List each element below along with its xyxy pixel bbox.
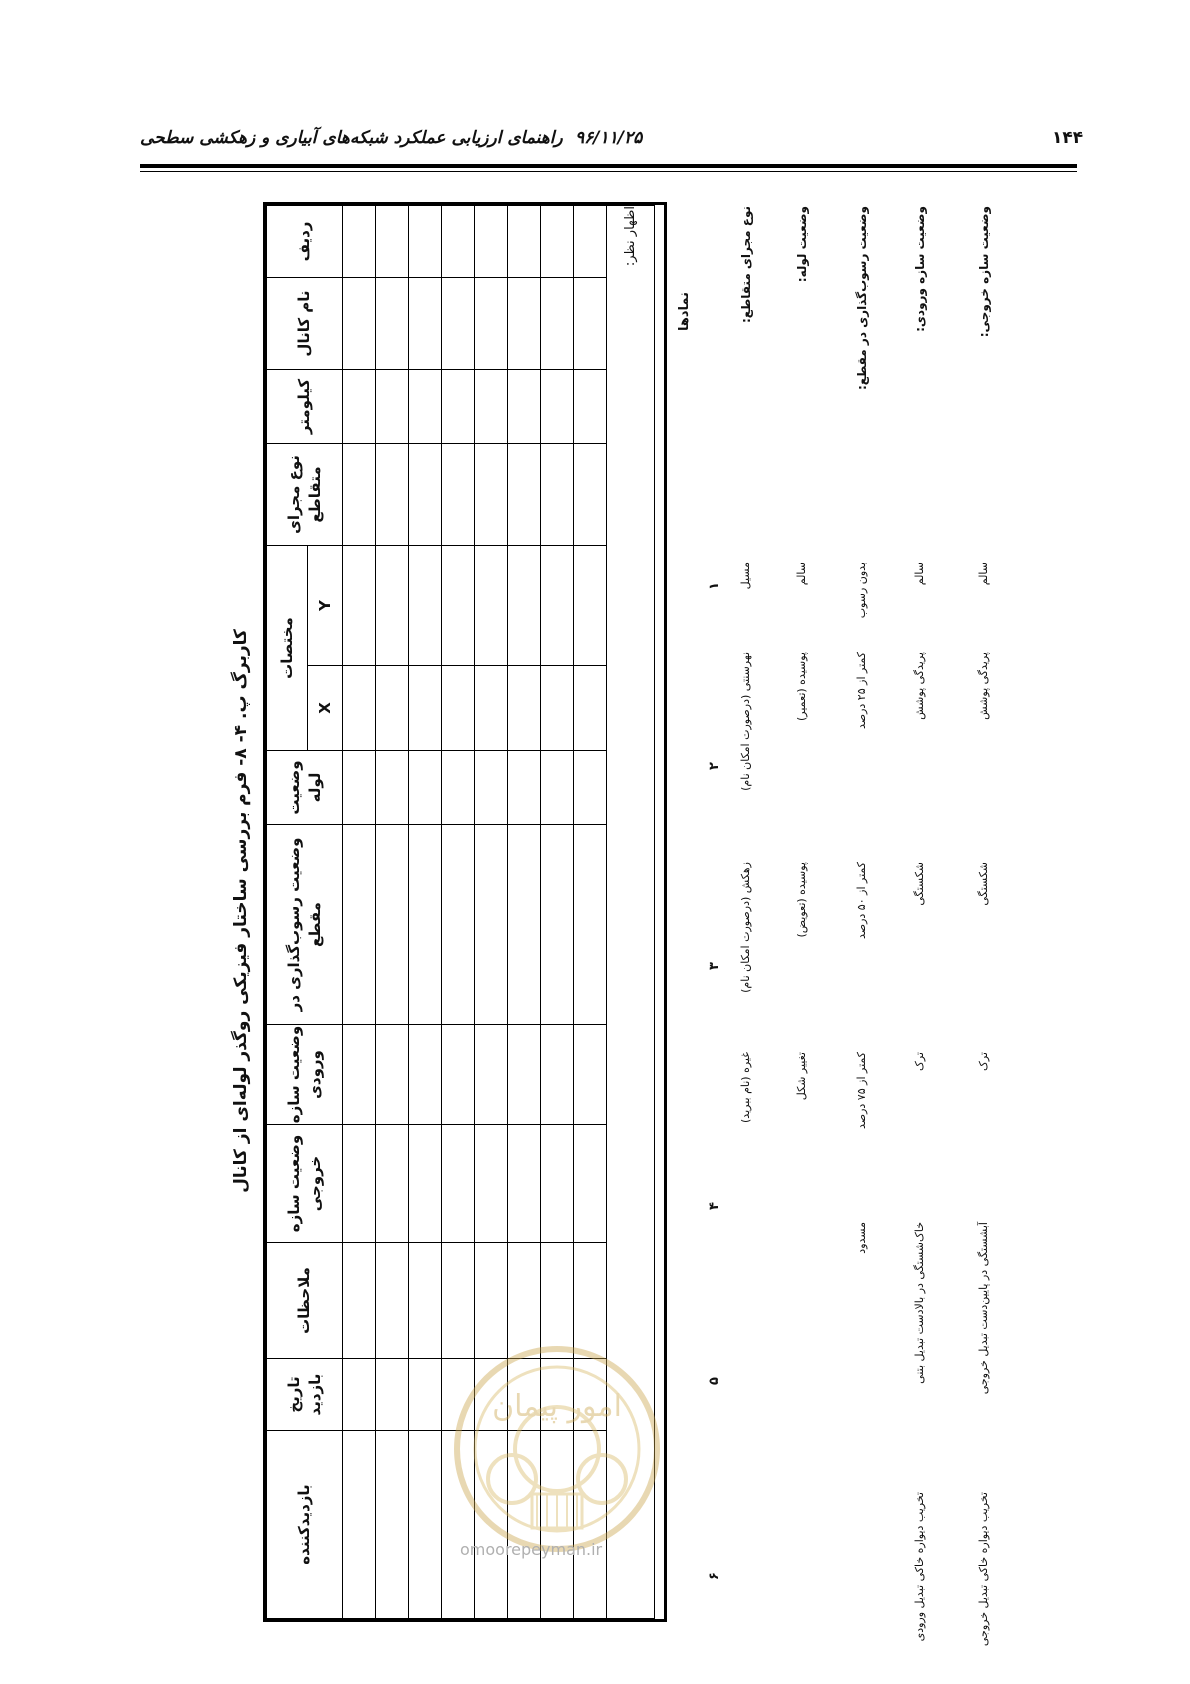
legend-cell: پوسیده (تعویض) [795, 862, 808, 938]
watermark-logo-text: امور پیمان [492, 1389, 622, 1424]
watermark-logo [452, 1344, 662, 1554]
table-cell[interactable] [376, 1359, 409, 1431]
table-cell[interactable] [343, 751, 376, 825]
legend-number: ۴ [707, 1202, 722, 1210]
table-cell[interactable] [541, 751, 574, 825]
table-cell[interactable] [442, 1125, 475, 1243]
table-cell[interactable] [475, 546, 508, 666]
legend-cell: کمتر از ۵۰ درصد [855, 862, 868, 940]
table-cell[interactable] [409, 751, 442, 825]
legend-cell: تخریب دیواره خاکی تبدیل خروجی [977, 1492, 990, 1647]
table-cell[interactable] [409, 444, 442, 546]
table-cell[interactable] [475, 751, 508, 825]
table-cell[interactable] [541, 1125, 574, 1243]
table-cell[interactable] [508, 1125, 541, 1243]
table-cell[interactable] [343, 825, 376, 1025]
table-cell[interactable] [541, 278, 574, 370]
col-sedimentation: وضعیت رسوب‌گذاری در مقطع [267, 825, 343, 1025]
table-cell[interactable] [508, 370, 541, 444]
table-cell[interactable] [442, 825, 475, 1025]
legend-cell: سالم [795, 562, 808, 586]
col-remarks: ملاحظات [267, 1243, 343, 1359]
table-cell[interactable] [343, 1025, 376, 1125]
legend-row-label: نوع مجرای متقاطع: [739, 206, 753, 324]
legend-number: ۱ [707, 582, 722, 590]
legend-cell: تغییر شکل [795, 1052, 808, 1101]
table-cell[interactable] [508, 546, 541, 666]
table-cell[interactable] [541, 1243, 574, 1359]
table-cell[interactable] [343, 1243, 376, 1359]
table-cell[interactable] [376, 278, 409, 370]
table-cell[interactable] [376, 1125, 409, 1243]
legend-row-label: وضعیت رسوب‌گذاری در مقطع: [855, 206, 869, 391]
table-cell[interactable] [541, 370, 574, 444]
legend-row [977, 202, 997, 1647]
table-cell[interactable] [376, 1025, 409, 1125]
table-cell[interactable] [376, 1243, 409, 1359]
table-cell[interactable] [574, 825, 607, 1025]
table-cell[interactable] [376, 546, 409, 666]
legend-cell: پوسیده (تعمیر) [795, 652, 808, 722]
table-cell[interactable] [343, 666, 376, 751]
table-cell[interactable] [574, 1125, 607, 1243]
table-cell[interactable] [376, 666, 409, 751]
table-cell[interactable] [442, 206, 475, 278]
legend-cell: سالم [913, 562, 926, 586]
table-cell[interactable] [442, 1025, 475, 1125]
table-cell[interactable] [508, 666, 541, 751]
table-cell[interactable] [409, 1125, 442, 1243]
table-cell[interactable] [343, 1359, 376, 1431]
table-cell[interactable] [442, 444, 475, 546]
table-cell[interactable] [574, 546, 607, 666]
table-cell[interactable] [442, 751, 475, 825]
table-cell[interactable] [508, 1025, 541, 1125]
header-rule-thin [140, 171, 1077, 172]
table-cell[interactable] [376, 751, 409, 825]
legend-cell: آبشستگی در پایین‌دست تبدیل خروجی [977, 1222, 990, 1395]
table-cell[interactable] [376, 1431, 409, 1619]
legend-cell: خاک‌شستگی در بالادست تبدیل بتنی [913, 1222, 926, 1384]
table-cell[interactable] [343, 546, 376, 666]
table-cell[interactable] [343, 1431, 376, 1619]
table-cell[interactable] [508, 206, 541, 278]
header-title: راهنمای ارزیابی عملکرد شبکه‌های آبیاری و زهکشی سطحی [140, 128, 563, 148]
table-row [409, 206, 442, 1619]
legend-number: ۵ [707, 1377, 722, 1385]
table-cell[interactable] [508, 278, 541, 370]
table-cell[interactable] [508, 1243, 541, 1359]
form-caption: کاربرگ پ. ۴- ۸- فرم بررسی ساختار فیزیکی روگذر لوله‌ای از کانال [231, 629, 251, 1193]
table-cell[interactable] [574, 206, 607, 278]
legend-row [855, 202, 875, 1622]
legend-cell: پریدگی پوشش [977, 652, 990, 720]
table-cell[interactable] [376, 206, 409, 278]
table-cell[interactable] [541, 666, 574, 751]
legend-cell: ترک [913, 1052, 926, 1071]
table-cell[interactable] [475, 206, 508, 278]
col-coordinates: مختصات [267, 546, 308, 751]
table-cell[interactable] [409, 1025, 442, 1125]
table-cell[interactable] [541, 546, 574, 666]
table-cell[interactable] [343, 444, 376, 546]
legend-cell: مسدود [855, 1222, 868, 1254]
table-cell[interactable] [475, 370, 508, 444]
table-cell[interactable] [409, 206, 442, 278]
legend-row [739, 202, 759, 1622]
header-rule [140, 164, 1077, 168]
table-cell[interactable] [343, 1125, 376, 1243]
table-cell[interactable] [409, 1243, 442, 1359]
table-cell[interactable] [409, 666, 442, 751]
table-cell[interactable] [541, 825, 574, 1025]
col-pipe-status: وضعیت لوله [267, 751, 343, 825]
col-inspector: بازدیدکننده [267, 1431, 343, 1619]
table-cell[interactable] [541, 206, 574, 278]
table-cell[interactable] [574, 1025, 607, 1125]
legend-row [795, 202, 815, 1622]
col-y: X [308, 666, 343, 751]
table-row [376, 206, 409, 1619]
table-cell[interactable] [475, 1243, 508, 1359]
table-cell[interactable] [343, 278, 376, 370]
table-cell[interactable] [343, 206, 376, 278]
table-cell[interactable] [442, 666, 475, 751]
col-inlet-status: وضعیت سازه ورودی [267, 1025, 343, 1125]
table-cell[interactable] [508, 825, 541, 1025]
table-cell[interactable] [376, 444, 409, 546]
table-cell[interactable] [574, 278, 607, 370]
table-cell[interactable] [475, 825, 508, 1025]
table-cell[interactable] [508, 444, 541, 546]
table-cell[interactable] [574, 1243, 607, 1359]
legend-number: ۲ [707, 762, 722, 770]
table-cell[interactable] [409, 278, 442, 370]
table-cell[interactable] [541, 444, 574, 546]
legend-cell: سالم [977, 562, 990, 586]
table-cell[interactable] [508, 751, 541, 825]
legend-cell: مسیل [739, 562, 752, 590]
table-cell[interactable] [409, 546, 442, 666]
legend-cell: کمتر از ۲۵ درصد [855, 652, 868, 730]
table-cell[interactable] [475, 1025, 508, 1125]
legend-cell: شکستگی [977, 862, 990, 906]
table-cell[interactable] [541, 1025, 574, 1125]
table-cell[interactable] [409, 370, 442, 444]
table-cell[interactable] [475, 444, 508, 546]
opinion-label: اظهار نظر: [623, 206, 638, 267]
legend-row [913, 202, 933, 1642]
table-cell[interactable] [574, 370, 607, 444]
table-cell[interactable] [409, 1431, 442, 1619]
legend-row-label: وضعیت سازه ورودی: [913, 206, 927, 332]
legend-cell: کمتر از ۷۵ درصد [855, 1052, 868, 1130]
table-cell[interactable] [475, 666, 508, 751]
legend-cell: پریدگی پوشش [913, 652, 926, 720]
legend-cell: ترک [977, 1052, 990, 1071]
table-cell[interactable] [574, 444, 607, 546]
col-visit-date: تاریخ بازدید [267, 1359, 343, 1431]
legend-cell: غیره (نام ببرید) [739, 1052, 752, 1123]
table-cell[interactable] [409, 1359, 442, 1431]
col-x: Y [308, 546, 343, 666]
table-cell[interactable] [409, 825, 442, 1025]
legend-title: نمادها [677, 292, 692, 332]
table-cell[interactable] [442, 370, 475, 444]
table-cell[interactable] [442, 278, 475, 370]
col-canal-name: نام کانال [267, 278, 343, 370]
header-date: ۹۶/۱۱/۲۵ [575, 128, 643, 148]
legend-cell: نهرسنتی (درصورت امکان نام) [739, 652, 752, 791]
legend-number: ۶ [707, 1572, 722, 1580]
watermark-site: omoorepeyman.ir [460, 1540, 603, 1559]
legend-row-label: وضعیت سازه خروجی: [977, 206, 991, 338]
table-cell[interactable] [475, 278, 508, 370]
table-cell[interactable] [376, 370, 409, 444]
col-outlet-status: وضعیت سازه خروجی [267, 1125, 343, 1243]
col-crossing-type: نوع مجرای متقاطع [267, 444, 343, 546]
col-kilometer: کیلومتر [267, 370, 343, 444]
table-cell[interactable] [574, 666, 607, 751]
legend-cell: تخریب دیواره خاکی تبدیل ورودی [913, 1492, 926, 1642]
legend-cell: زهکش (درصورت امکان نام) [739, 862, 752, 993]
table-cell[interactable] [442, 1243, 475, 1359]
table-cell[interactable] [442, 546, 475, 666]
page-number: ۱۴۴ [1052, 128, 1084, 148]
col-row-no: ردیف [267, 206, 343, 278]
legend-cell: بدون رسوب [855, 562, 868, 619]
legend-cell: شکستگی [913, 862, 926, 906]
legend-row-label: وضعیت لوله: [795, 206, 809, 283]
table-cell[interactable] [376, 825, 409, 1025]
table-cell[interactable] [475, 1125, 508, 1243]
legend-number: ۳ [707, 962, 722, 970]
table-cell[interactable] [574, 751, 607, 825]
table-cell[interactable] [343, 370, 376, 444]
table-row [343, 206, 376, 1619]
